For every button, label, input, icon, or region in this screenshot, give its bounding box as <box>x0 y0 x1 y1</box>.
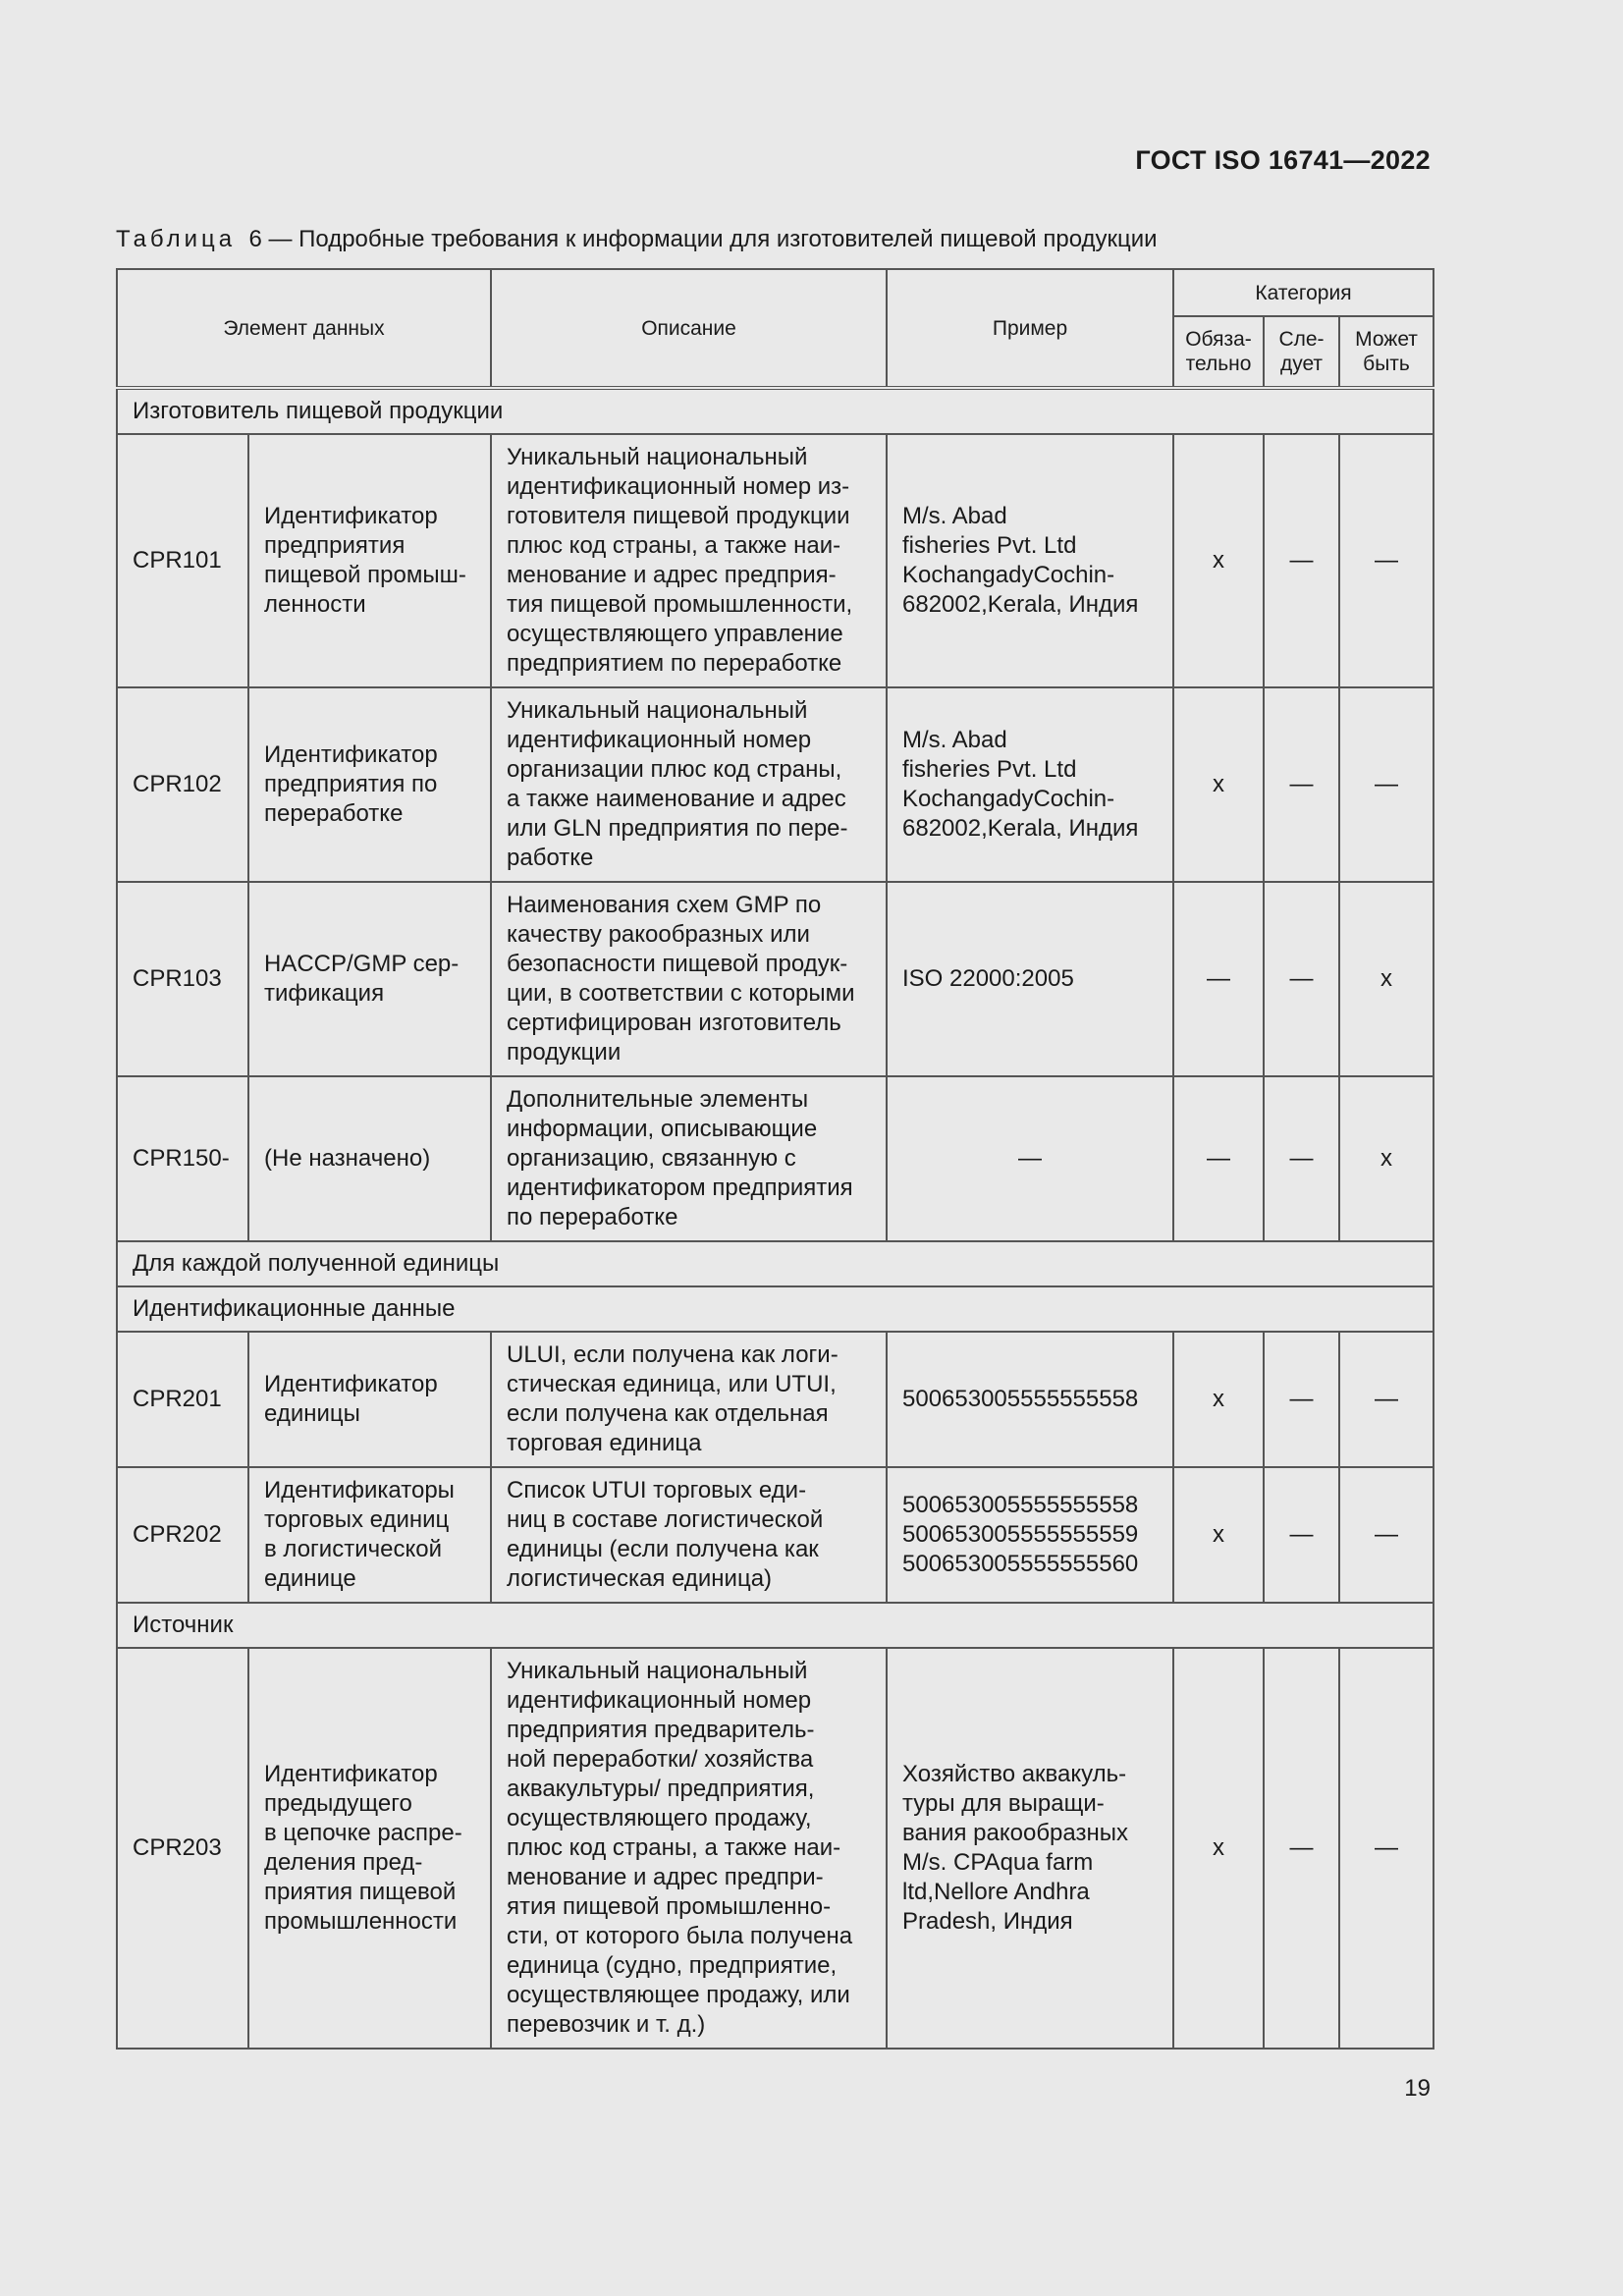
table-caption-label: Таблица <box>116 226 237 252</box>
section-row <box>117 1241 1434 1286</box>
section-identification: Идентификационные данные <box>117 1286 1434 1332</box>
row-may: — <box>1339 1332 1434 1467</box>
section-row <box>117 1603 1434 1648</box>
row-code: CPR201 <box>117 1332 248 1467</box>
row-example: — <box>887 1076 1173 1241</box>
row-name: Идентификатор предприятия по переработке <box>248 687 491 882</box>
row-example: ISO 22000:2005 <box>887 882 1173 1076</box>
table-row <box>117 687 1434 882</box>
header-description: Описание <box>491 269 887 388</box>
row-may: — <box>1339 687 1434 882</box>
row-name: HACCP/GMP сер- тификация <box>248 882 491 1076</box>
row-mandatory: x <box>1173 1467 1264 1603</box>
page-number: 19 <box>1404 2075 1431 2102</box>
row-description: Уникальный национальный идентификационный номер из- готовителя пищевой продукции плюс код страны, а также наи- менование и адрес предприя- тия пищевой промышленности, осуществляющего управление предприятием по переработке <box>491 434 887 687</box>
row-may: x <box>1339 1076 1434 1241</box>
row-may: — <box>1339 434 1434 687</box>
row-name: Идентификатор предприятия пищевой промыш- ленности <box>248 434 491 687</box>
section-producer: Изготовитель пищевой продукции <box>117 388 1434 434</box>
table-row <box>117 434 1434 687</box>
row-should: — <box>1264 882 1339 1076</box>
table-row <box>117 1648 1434 2049</box>
table-row <box>117 1467 1434 1603</box>
row-mandatory: — <box>1173 1076 1264 1241</box>
row-example: 500653005555555558 <box>887 1332 1173 1467</box>
row-code: CPR103 <box>117 882 248 1076</box>
row-description: ULUI, если получена как логи- стическая единица, или UTUI, если получена как отдельная торговая единица <box>491 1332 887 1467</box>
row-name: Идентификаторы торговых единиц в логистической единице <box>248 1467 491 1603</box>
table-caption <box>116 226 1158 253</box>
table-row <box>117 882 1434 1076</box>
row-should: — <box>1264 1467 1339 1603</box>
header-should: Сле- дует <box>1264 316 1339 388</box>
row-should: — <box>1264 1332 1339 1467</box>
row-code: CPR203 <box>117 1648 248 2049</box>
row-code: CPR150- <box>117 1076 248 1241</box>
row-mandatory: x <box>1173 434 1264 687</box>
table-caption-text: 6 — Подробные требования к информации для изготовителей пищевой продукции <box>248 226 1158 252</box>
row-description: Список UTUI торговых еди- ниц в составе логистической единицы (если получена как логистическая единица) <box>491 1467 887 1603</box>
row-mandatory: — <box>1173 882 1264 1076</box>
row-description: Дополнительные элементы информации, описывающие организацию, связанную с идентификатором предприятия по переработке <box>491 1076 887 1241</box>
row-name: (Не назначено) <box>248 1076 491 1241</box>
row-should: — <box>1264 687 1339 882</box>
row-may: — <box>1339 1467 1434 1603</box>
section-source: Источник <box>117 1603 1434 1648</box>
header-example: Пример <box>887 269 1173 388</box>
row-code: CPR101 <box>117 434 248 687</box>
row-name: Идентификатор предыдущего в цепочке распре- деления пред- приятия пищевой промышленности <box>248 1648 491 2049</box>
row-code: CPR202 <box>117 1467 248 1603</box>
row-should: — <box>1264 1076 1339 1241</box>
table-row <box>117 1332 1434 1467</box>
row-description: Уникальный национальный идентификационный номер организации плюс код страны, а также наименование и адрес или GLN предприятия по пере- работке <box>491 687 887 882</box>
row-example: 500653005555555558 500653005555555559 500653005555555560 <box>887 1467 1173 1603</box>
row-mandatory: x <box>1173 1332 1264 1467</box>
header-data-element: Элемент данных <box>117 269 491 388</box>
table-row <box>117 1076 1434 1241</box>
row-mandatory: x <box>1173 687 1264 882</box>
row-may: — <box>1339 1648 1434 2049</box>
row-should: — <box>1264 1648 1339 2049</box>
section-each-unit: Для каждой полученной единицы <box>117 1241 1434 1286</box>
row-should: — <box>1264 434 1339 687</box>
row-mandatory: x <box>1173 1648 1264 2049</box>
section-row <box>117 388 1434 434</box>
row-description: Уникальный национальный идентификационный номер предприятия предваритель- ной переработки/ хозяйства аквакультуры/ предприятия, осуществляющего продажу, плюс код страны, а также наи- менование и адрес предпри- ятия пищевой промышленно- сти, от которого была получена единица (судно, предприятие, осуществляющее продажу, или перевозчик и т. д.) <box>491 1648 887 2049</box>
row-description: Наименования схем GMP по качеству ракообразных или безопасности пищевой продук- ции, в соответствии с которыми сертифицирован изготовитель продукции <box>491 882 887 1076</box>
section-row <box>117 1286 1434 1332</box>
row-example: Хозяйство аквакуль- туры для выращи- вания ракообразных M/s. CPAqua farm ltd,Nellore Andhra Pradesh, Индия <box>887 1648 1173 2049</box>
header-may: Может быть <box>1339 316 1434 388</box>
row-example: M/s. Abad fisheries Pvt. Ltd KochangadyCochin- 682002,Kerala, Индия <box>887 687 1173 882</box>
standard-code: ГОСТ ISO 16741—2022 <box>1135 145 1431 175</box>
requirements-table <box>116 268 1434 2050</box>
row-example: M/s. Abad fisheries Pvt. Ltd KochangadyCochin- 682002,Kerala, Индия <box>887 434 1173 687</box>
header-category: Категория <box>1173 269 1434 316</box>
header-mandatory: Обяза- тельно <box>1173 316 1264 388</box>
row-code: CPR102 <box>117 687 248 882</box>
row-may: x <box>1339 882 1434 1076</box>
row-name: Идентификатор единицы <box>248 1332 491 1467</box>
